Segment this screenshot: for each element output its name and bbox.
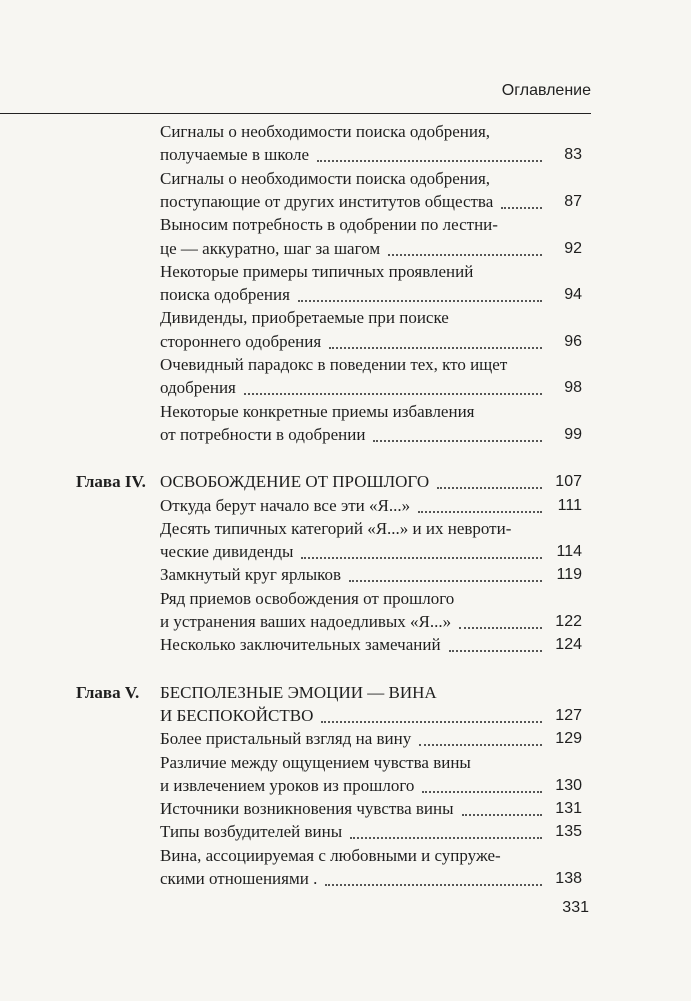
dot-leader xyxy=(244,393,542,395)
dot-leader xyxy=(349,580,542,582)
entry-title: скими отношениями . xyxy=(160,869,318,888)
dot-leader xyxy=(459,627,542,629)
page-ref: 87 xyxy=(564,192,582,210)
dot-leader xyxy=(373,440,542,442)
chapter-title: БЕСПОЛЕЗНЫЕ ЭМОЦИИ — ВИНА xyxy=(160,682,437,702)
entry-title: Десять типичных категорий «Я...» и их невроти- xyxy=(160,518,512,538)
entry-title: Дивиденды, приобретаемые при поиске xyxy=(160,308,449,328)
toc-entry-final-line xyxy=(160,237,582,261)
toc-entry-line xyxy=(160,844,582,868)
toc-entry-final-line xyxy=(160,774,582,798)
toc-entry-final-line xyxy=(160,376,582,400)
dot-leader xyxy=(501,207,542,209)
page-ref: 138 xyxy=(555,870,582,887)
toc-entry-final-line xyxy=(160,330,582,354)
page-ref: 83 xyxy=(564,146,582,164)
toc-entry-line xyxy=(160,517,582,541)
running-header: Оглавление xyxy=(501,82,591,99)
page-ref: 131 xyxy=(555,800,582,818)
chapter-title: И БЕСПОКОЙСТВО xyxy=(160,705,314,725)
toc-entry-line xyxy=(160,353,582,377)
page-number: 331 xyxy=(562,899,589,916)
entry-title: поступающие от других институтов общества xyxy=(160,191,494,211)
entry-title: Вина, ассоциируемая с любовными и супруже- xyxy=(160,845,501,865)
entry-title: Некоторые примеры типичных проявлений xyxy=(160,261,474,281)
entry-title: Источники возникновения чувства вины xyxy=(160,799,454,819)
entry-title: поиска одобрения xyxy=(160,285,290,305)
dot-leader xyxy=(317,160,542,162)
toc-entry-line xyxy=(160,120,582,144)
page-ref: 92 xyxy=(564,239,582,257)
dot-leader xyxy=(462,814,542,816)
entry-title: Замкнутый круг ярлыков xyxy=(160,565,342,585)
toc-entry-line xyxy=(160,260,582,284)
toc-entry-final-line xyxy=(160,633,582,657)
toc-entry-line xyxy=(160,681,582,705)
toc-entry-final-line xyxy=(160,143,582,167)
toc-entry-final-line xyxy=(160,704,582,728)
toc-entry-line xyxy=(160,587,582,611)
toc-entry-final-line xyxy=(160,540,582,564)
toc-entry-line xyxy=(160,400,582,424)
entry-title: получаемые в школе xyxy=(160,145,310,165)
page-ref: 94 xyxy=(564,286,582,304)
entry-title: Откуда берут начало все эти «Я...» xyxy=(160,495,411,515)
page-ref: 107 xyxy=(555,473,582,491)
entry-title: стороннего одобрения xyxy=(160,331,322,351)
entry-title: и извлечением уроков из прошлого xyxy=(160,775,415,795)
dot-leader xyxy=(419,744,542,746)
page-ref: 129 xyxy=(555,730,582,748)
toc-entry-final-line xyxy=(160,820,582,844)
dot-leader xyxy=(418,511,542,513)
toc-entry-final-line xyxy=(160,867,582,891)
page-ref: 111 xyxy=(557,496,582,514)
page-ref: 130 xyxy=(555,776,582,794)
page-ref: 114 xyxy=(556,543,582,561)
toc-entry-line xyxy=(160,751,582,775)
chapter-label: Глава V. xyxy=(76,682,140,702)
dot-leader xyxy=(449,650,542,652)
dot-leader xyxy=(325,884,542,886)
entry-title: одобрения xyxy=(160,378,236,398)
page-ref: 119 xyxy=(556,566,582,584)
dot-leader xyxy=(329,347,542,349)
chapter-label: Глава IV. xyxy=(76,472,146,492)
toc-entry-final-line xyxy=(160,563,582,587)
toc-entry-final-line xyxy=(160,494,582,518)
dot-leader xyxy=(298,300,542,302)
dot-leader xyxy=(388,254,542,256)
entry-title: ческие дивиденды xyxy=(160,542,294,562)
entry-title: Очевидный парадокс в поведении тех, кто ищет xyxy=(160,355,508,374)
dot-leader xyxy=(437,487,542,489)
page-ref: 99 xyxy=(564,425,582,443)
toc-entry-final-line xyxy=(160,283,582,307)
page-ref: 98 xyxy=(564,379,582,397)
entry-title: Некоторые конкретные приемы избавления xyxy=(160,401,475,421)
page-ref: 135 xyxy=(555,823,582,841)
entry-title: Несколько заключительных замечаний xyxy=(160,635,441,655)
toc-entry-final-line xyxy=(160,727,582,751)
toc-entry-final-line xyxy=(160,423,582,447)
dot-leader xyxy=(321,721,542,723)
entry-title: Различие между ощущением чувства вины xyxy=(160,752,471,772)
toc-entry-final-line xyxy=(160,470,582,494)
chapter-title: ОСВОБОЖДЕНИЕ ОТ ПРОШЛОГО xyxy=(160,472,430,492)
header-rule xyxy=(0,113,591,114)
page-ref: 122 xyxy=(555,613,582,630)
entry-title: Выносим потребность в одобрении по лестни- xyxy=(160,215,498,235)
toc-entry-line xyxy=(160,167,582,191)
entry-title: Более пристальный взгляд на вину xyxy=(160,729,412,749)
dot-leader xyxy=(301,557,542,559)
entry-title: и устранения ваших надоедливых «Я...» xyxy=(160,612,452,631)
page-ref: 124 xyxy=(555,636,582,654)
page-ref: 96 xyxy=(564,332,582,350)
entry-title: Сигналы о необходимости поиска одобрения, xyxy=(160,168,491,188)
toc-entry-line xyxy=(160,306,582,330)
entry-title: Сигналы о необходимости поиска одобрения, xyxy=(160,122,491,141)
toc-entry-final-line xyxy=(160,797,582,821)
entry-title: от потребности в одобрении xyxy=(160,424,366,444)
dot-leader xyxy=(422,791,542,793)
toc-entry-final-line xyxy=(160,610,582,634)
toc-entry-line xyxy=(160,213,582,237)
entry-title: Ряд приемов освобождения от прошлого xyxy=(160,588,455,608)
dot-leader xyxy=(350,837,542,839)
page-ref: 127 xyxy=(555,706,582,724)
entry-title: це — аккуратно, шаг за шагом xyxy=(160,238,381,258)
toc-entry-final-line xyxy=(160,190,582,214)
entry-title: Типы возбудителей вины xyxy=(160,822,343,842)
